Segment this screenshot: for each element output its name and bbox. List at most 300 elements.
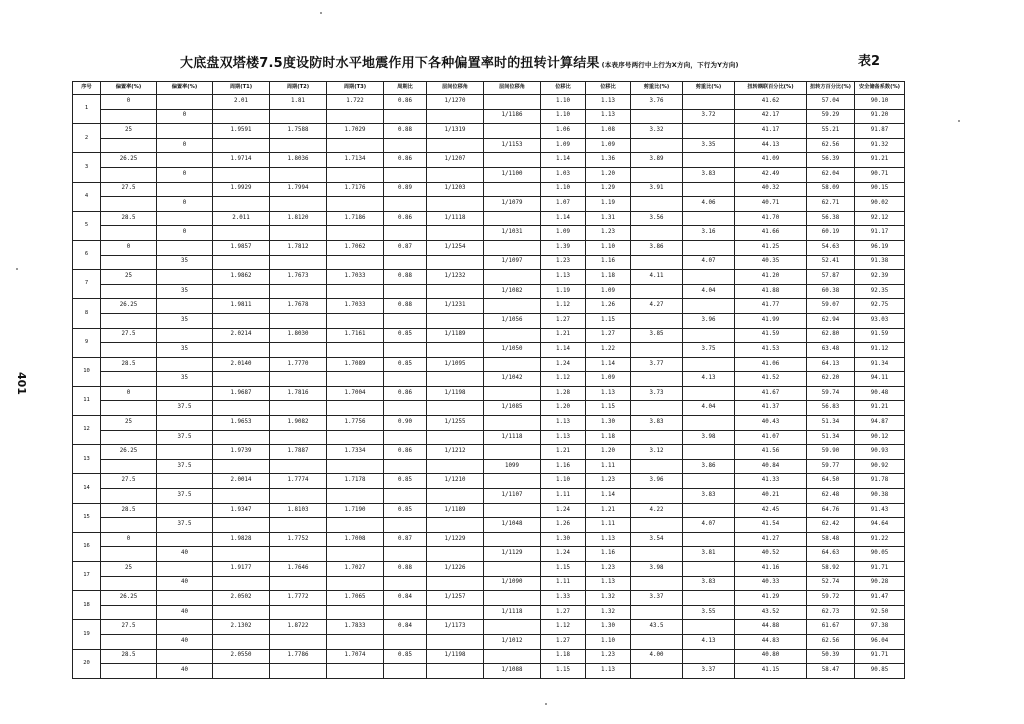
table-cell: 40.84 bbox=[735, 459, 807, 474]
table-cell: 1.19 bbox=[586, 197, 631, 212]
table-cell: 0 bbox=[157, 109, 213, 124]
table-cell: 1.7774 bbox=[270, 474, 327, 489]
table-cell: 92.35 bbox=[855, 284, 905, 299]
table-cell: 1/1232 bbox=[427, 270, 484, 285]
table-cell: 0.86 bbox=[384, 153, 427, 168]
table-cell bbox=[631, 605, 683, 620]
table-cell bbox=[384, 255, 427, 270]
table-cell: 1.21 bbox=[541, 328, 586, 343]
column-header: 周期(T1) bbox=[213, 82, 270, 95]
table-cell bbox=[270, 576, 327, 591]
table-cell: 1.14 bbox=[586, 357, 631, 372]
table-cell: 56.39 bbox=[807, 153, 855, 168]
table-cell bbox=[157, 562, 213, 577]
table-body bbox=[73, 95, 905, 679]
table-cell: 56.83 bbox=[807, 401, 855, 416]
table-cell bbox=[427, 167, 484, 182]
table-cell: 1.21 bbox=[586, 503, 631, 518]
table-cell: 3.96 bbox=[683, 313, 735, 328]
table-cell bbox=[683, 562, 735, 577]
table-cell: 4.11 bbox=[631, 270, 683, 285]
table-cell: 1.09 bbox=[586, 138, 631, 153]
table-cell: 90.15 bbox=[855, 182, 905, 197]
table-cell: 4.13 bbox=[683, 372, 735, 387]
table-cell bbox=[157, 386, 213, 401]
table-cell: 41.88 bbox=[735, 284, 807, 299]
table-cell: 55.21 bbox=[807, 124, 855, 139]
table-cell: 1.7178 bbox=[327, 474, 384, 489]
table-cell: 91.87 bbox=[855, 124, 905, 139]
row-number: 8 bbox=[73, 299, 101, 328]
table-cell: 26.25 bbox=[101, 591, 157, 606]
table-cell bbox=[683, 299, 735, 314]
table-cell: 3.12 bbox=[631, 445, 683, 460]
table-cell: 90.85 bbox=[855, 664, 905, 679]
table-cell: 1/1319 bbox=[427, 124, 484, 139]
table-cell: 1.722 bbox=[327, 95, 384, 110]
table-cell: 57.87 bbox=[807, 270, 855, 285]
table-cell: 2.01 bbox=[213, 95, 270, 110]
table-cell bbox=[327, 197, 384, 212]
table-cell bbox=[327, 401, 384, 416]
table-cell: 62.94 bbox=[807, 313, 855, 328]
table-cell bbox=[484, 299, 541, 314]
table-cell: 3.76 bbox=[631, 95, 683, 110]
table-cell: 2.0550 bbox=[213, 649, 270, 664]
table-cell: 44.13 bbox=[735, 138, 807, 153]
table-cell: 35 bbox=[157, 313, 213, 328]
table-cell: 3.89 bbox=[631, 153, 683, 168]
table-cell: 1.30 bbox=[586, 416, 631, 431]
table-cell: 41.27 bbox=[735, 532, 807, 547]
column-header: 位移比 bbox=[586, 82, 631, 95]
table-cell: 1.13 bbox=[541, 430, 586, 445]
table-cell: 0.88 bbox=[384, 562, 427, 577]
table-cell: 41.52 bbox=[735, 372, 807, 387]
table-cell: 3.54 bbox=[631, 532, 683, 547]
table-cell: 1.10 bbox=[586, 634, 631, 649]
table-cell: 1/1203 bbox=[427, 182, 484, 197]
table-cell: 97.38 bbox=[855, 620, 905, 635]
table-cell: 41.59 bbox=[735, 328, 807, 343]
table-cell bbox=[157, 124, 213, 139]
table-cell bbox=[427, 226, 484, 241]
page-title bbox=[180, 52, 739, 71]
table-cell: 1.09 bbox=[586, 372, 631, 387]
column-header: 序号 bbox=[73, 82, 101, 95]
table-cell: 1.7074 bbox=[327, 649, 384, 664]
table-cell bbox=[101, 664, 157, 679]
table-cell: 0.86 bbox=[384, 445, 427, 460]
table-cell: 1/1186 bbox=[484, 109, 541, 124]
table-cell: 3.73 bbox=[631, 386, 683, 401]
row-number: 11 bbox=[73, 386, 101, 415]
table-cell: 1.13 bbox=[586, 576, 631, 591]
table-cell: 1/1129 bbox=[484, 547, 541, 562]
table-cell bbox=[631, 518, 683, 533]
table-cell bbox=[683, 503, 735, 518]
table-cell bbox=[157, 95, 213, 110]
table-cell bbox=[101, 138, 157, 153]
table-cell bbox=[157, 649, 213, 664]
table-cell: 43.52 bbox=[735, 605, 807, 620]
table-cell bbox=[384, 197, 427, 212]
table-cell: 62.48 bbox=[807, 489, 855, 504]
table-row bbox=[73, 284, 905, 299]
table-row bbox=[73, 182, 905, 197]
table-cell: 1.24 bbox=[541, 357, 586, 372]
table-cell bbox=[631, 138, 683, 153]
table-cell: 4.22 bbox=[631, 503, 683, 518]
column-header: 安全储备系数(%) bbox=[855, 82, 905, 95]
table-cell: 1.30 bbox=[586, 620, 631, 635]
table-cell: 1/1048 bbox=[484, 518, 541, 533]
table-cell: 64.50 bbox=[807, 474, 855, 489]
table-cell: 59.74 bbox=[807, 386, 855, 401]
table-cell: 1.14 bbox=[586, 489, 631, 504]
scan-speck bbox=[958, 120, 960, 122]
table-cell bbox=[327, 255, 384, 270]
table-cell bbox=[327, 226, 384, 241]
table-cell bbox=[484, 328, 541, 343]
table-cell: 1.11 bbox=[586, 459, 631, 474]
table-cell: 4.06 bbox=[683, 197, 735, 212]
table-row bbox=[73, 372, 905, 387]
table-cell bbox=[213, 284, 270, 299]
table-cell bbox=[384, 489, 427, 504]
table-cell: 1.39 bbox=[541, 240, 586, 255]
table-cell: 0 bbox=[101, 240, 157, 255]
table-cell: 1.18 bbox=[541, 649, 586, 664]
table-cell: 1.12 bbox=[541, 299, 586, 314]
table-cell: 1.15 bbox=[541, 562, 586, 577]
table-cell: 1.06 bbox=[541, 124, 586, 139]
table-cell: 91.21 bbox=[855, 153, 905, 168]
table-row bbox=[73, 445, 905, 460]
table-cell: 0.90 bbox=[384, 416, 427, 431]
table-row bbox=[73, 138, 905, 153]
table-cell: 59.07 bbox=[807, 299, 855, 314]
table-cell bbox=[631, 167, 683, 182]
table-cell: 41.62 bbox=[735, 95, 807, 110]
page-number: 401 bbox=[15, 372, 28, 395]
table-cell bbox=[270, 343, 327, 358]
table-cell bbox=[213, 518, 270, 533]
table-cell: 1.20 bbox=[586, 167, 631, 182]
table-cell: 0.86 bbox=[384, 211, 427, 226]
table-cell: 40.21 bbox=[735, 489, 807, 504]
table-row bbox=[73, 357, 905, 372]
table-cell bbox=[101, 226, 157, 241]
table-cell: 1.9347 bbox=[213, 503, 270, 518]
table-cell: 37.5 bbox=[157, 489, 213, 504]
table-cell bbox=[683, 591, 735, 606]
table-cell: 1.14 bbox=[541, 211, 586, 226]
table-cell bbox=[270, 489, 327, 504]
table-cell bbox=[157, 182, 213, 197]
table-cell: 1.18 bbox=[586, 270, 631, 285]
table-cell: 41.20 bbox=[735, 270, 807, 285]
table-cell: 1.7833 bbox=[327, 620, 384, 635]
table-cell: 1.7190 bbox=[327, 503, 384, 518]
table-cell: 4.04 bbox=[683, 401, 735, 416]
table-cell bbox=[384, 284, 427, 299]
table-cell: 40 bbox=[157, 634, 213, 649]
table-cell: 1.13 bbox=[586, 532, 631, 547]
table-cell bbox=[157, 240, 213, 255]
table-row bbox=[73, 270, 905, 285]
table-cell bbox=[683, 532, 735, 547]
table-cell bbox=[683, 182, 735, 197]
table-cell: 1/1107 bbox=[484, 489, 541, 504]
table-cell: 1.10 bbox=[541, 109, 586, 124]
table-cell: 1/1097 bbox=[484, 255, 541, 270]
table-cell bbox=[427, 343, 484, 358]
table-cell: 2.0214 bbox=[213, 328, 270, 343]
table-cell bbox=[270, 167, 327, 182]
table-cell bbox=[384, 226, 427, 241]
table-cell: 1.23 bbox=[586, 226, 631, 241]
table-cell: 28.5 bbox=[101, 503, 157, 518]
table-cell: 1.19 bbox=[541, 284, 586, 299]
table-cell: 1.9929 bbox=[213, 182, 270, 197]
table-cell: 1.12 bbox=[541, 620, 586, 635]
table-cell bbox=[213, 459, 270, 474]
column-header: 周期(T2) bbox=[270, 82, 327, 95]
column-header: 位移比 bbox=[541, 82, 586, 95]
table-cell: 41.06 bbox=[735, 357, 807, 372]
table-cell: 1.8103 bbox=[270, 503, 327, 518]
table-row bbox=[73, 503, 905, 518]
table-cell: 0.84 bbox=[384, 620, 427, 635]
table-cell: 1/1085 bbox=[484, 401, 541, 416]
scan-speck bbox=[320, 12, 322, 14]
table-row bbox=[73, 416, 905, 431]
table-cell: 59.90 bbox=[807, 445, 855, 460]
table-cell: 1/1189 bbox=[427, 503, 484, 518]
table-cell: 0 bbox=[101, 386, 157, 401]
table-cell: 1.10 bbox=[541, 182, 586, 197]
table-cell: 40.32 bbox=[735, 182, 807, 197]
table-cell: 96.04 bbox=[855, 634, 905, 649]
column-header: 周期(T3) bbox=[327, 82, 384, 95]
table-cell bbox=[270, 138, 327, 153]
table-cell bbox=[631, 255, 683, 270]
table-cell: 1/1254 bbox=[427, 240, 484, 255]
table-cell bbox=[270, 518, 327, 533]
table-cell: 59.72 bbox=[807, 591, 855, 606]
table-cell: 1.33 bbox=[541, 591, 586, 606]
table-cell: 1.13 bbox=[586, 95, 631, 110]
table-cell bbox=[631, 547, 683, 562]
table-cell: 3.37 bbox=[631, 591, 683, 606]
table-cell: 1.81 bbox=[270, 95, 327, 110]
table-row bbox=[73, 226, 905, 241]
table-cell: 1.7756 bbox=[327, 416, 384, 431]
table-cell: 35 bbox=[157, 372, 213, 387]
table-row bbox=[73, 95, 905, 110]
table-cell bbox=[270, 197, 327, 212]
table-cell: 1.7029 bbox=[327, 124, 384, 139]
table-cell: 1/1118 bbox=[427, 211, 484, 226]
table-cell: 0.86 bbox=[384, 95, 427, 110]
table-cell: 3.37 bbox=[683, 664, 735, 679]
table-cell: 3.86 bbox=[683, 459, 735, 474]
table-cell: 62.80 bbox=[807, 328, 855, 343]
table-cell: 3.32 bbox=[631, 124, 683, 139]
table-cell bbox=[157, 328, 213, 343]
table-cell bbox=[427, 313, 484, 328]
table-cell: 50.39 bbox=[807, 649, 855, 664]
table-cell: 1.7033 bbox=[327, 270, 384, 285]
table-cell: 25 bbox=[101, 416, 157, 431]
table-cell bbox=[631, 401, 683, 416]
table-cell: 41.77 bbox=[735, 299, 807, 314]
table-cell bbox=[484, 153, 541, 168]
column-header: 剪重比(%) bbox=[683, 82, 735, 95]
table-cell bbox=[101, 284, 157, 299]
table-cell bbox=[270, 430, 327, 445]
row-number: 3 bbox=[73, 153, 101, 182]
column-header: 层间位移角 bbox=[427, 82, 484, 95]
table-cell: 93.03 bbox=[855, 313, 905, 328]
row-number: 6 bbox=[73, 240, 101, 269]
table-cell: 37.5 bbox=[157, 459, 213, 474]
table-cell bbox=[327, 313, 384, 328]
table-cell: 28.5 bbox=[101, 211, 157, 226]
table-cell: 3.86 bbox=[631, 240, 683, 255]
table-cell: 0.87 bbox=[384, 240, 427, 255]
table-cell bbox=[484, 270, 541, 285]
row-number: 16 bbox=[73, 532, 101, 561]
table-cell: 1.9591 bbox=[213, 124, 270, 139]
column-header: 扭转方百分比(%) bbox=[807, 82, 855, 95]
table-cell bbox=[427, 401, 484, 416]
table-cell bbox=[484, 591, 541, 606]
table-cell: 40.80 bbox=[735, 649, 807, 664]
table-cell: 1.29 bbox=[586, 182, 631, 197]
table-cell: 1.27 bbox=[541, 634, 586, 649]
table-cell: 1.7678 bbox=[270, 299, 327, 314]
table-cell bbox=[427, 547, 484, 562]
table-cell: 27.5 bbox=[101, 182, 157, 197]
table-cell: 1.14 bbox=[541, 343, 586, 358]
table-cell: 1.21 bbox=[541, 445, 586, 460]
table-cell: 3.77 bbox=[631, 357, 683, 372]
table-row bbox=[73, 576, 905, 591]
table-cell bbox=[384, 576, 427, 591]
row-number: 10 bbox=[73, 357, 101, 386]
row-number: 5 bbox=[73, 211, 101, 240]
table-cell: 1.8722 bbox=[270, 620, 327, 635]
table-cell: 41.16 bbox=[735, 562, 807, 577]
title-text: 大底盘双塔楼7.5度设防时水平地震作用下各种偏置率时的扭转计算结果 bbox=[180, 56, 600, 71]
table-cell: 0 bbox=[157, 138, 213, 153]
table-cell: 1.7994 bbox=[270, 182, 327, 197]
table-cell bbox=[683, 124, 735, 139]
table-cell bbox=[157, 153, 213, 168]
table-cell: 1.12 bbox=[541, 372, 586, 387]
table-cell: 62.42 bbox=[807, 518, 855, 533]
table-cell bbox=[270, 109, 327, 124]
table-cell: 3.16 bbox=[683, 226, 735, 241]
table-cell bbox=[484, 124, 541, 139]
table-cell: 91.17 bbox=[855, 226, 905, 241]
table-row bbox=[73, 634, 905, 649]
table-cell bbox=[631, 197, 683, 212]
table-cell: 1.09 bbox=[541, 138, 586, 153]
table-cell: 1.7008 bbox=[327, 532, 384, 547]
table-cell bbox=[484, 416, 541, 431]
table-cell: 94.64 bbox=[855, 518, 905, 533]
table-cell: 1.24 bbox=[541, 547, 586, 562]
table-cell: 64.76 bbox=[807, 503, 855, 518]
column-header: 周期比 bbox=[384, 82, 427, 95]
table-row bbox=[73, 547, 905, 562]
table-cell bbox=[427, 138, 484, 153]
table-cell: 1.11 bbox=[586, 518, 631, 533]
table-cell: 1/1173 bbox=[427, 620, 484, 635]
table-cell bbox=[427, 284, 484, 299]
table-row bbox=[73, 459, 905, 474]
table-cell: 3.55 bbox=[683, 605, 735, 620]
table-cell: 1/1118 bbox=[484, 605, 541, 620]
table-cell bbox=[484, 503, 541, 518]
table-cell: 37.5 bbox=[157, 518, 213, 533]
table-cell: 0.85 bbox=[384, 474, 427, 489]
table-cell bbox=[427, 634, 484, 649]
table-cell: 2.0502 bbox=[213, 591, 270, 606]
table-cell bbox=[213, 197, 270, 212]
table-cell: 57.04 bbox=[807, 95, 855, 110]
table-cell: 90.12 bbox=[855, 430, 905, 445]
table-label: 表2 bbox=[858, 54, 881, 69]
table-cell bbox=[484, 357, 541, 372]
table-cell: 1.36 bbox=[586, 153, 631, 168]
table-cell bbox=[270, 664, 327, 679]
table-cell: 1/1153 bbox=[484, 138, 541, 153]
table-cell: 4.27 bbox=[631, 299, 683, 314]
table-cell bbox=[683, 474, 735, 489]
table-cell bbox=[157, 532, 213, 547]
table-cell bbox=[213, 109, 270, 124]
table-cell: 27.5 bbox=[101, 328, 157, 343]
table-cell: 1.7065 bbox=[327, 591, 384, 606]
table-cell: 1/1198 bbox=[427, 649, 484, 664]
table-cell bbox=[327, 459, 384, 474]
table-cell bbox=[327, 109, 384, 124]
table-cell bbox=[327, 518, 384, 533]
table-cell: 41.15 bbox=[735, 664, 807, 679]
table-cell: 27.5 bbox=[101, 474, 157, 489]
table-cell: 1.23 bbox=[586, 474, 631, 489]
table-cell bbox=[157, 620, 213, 635]
table-cell bbox=[157, 474, 213, 489]
table-cell bbox=[484, 182, 541, 197]
table-cell: 26.25 bbox=[101, 153, 157, 168]
table-cell bbox=[213, 401, 270, 416]
table-cell: 59.29 bbox=[807, 109, 855, 124]
table-cell bbox=[270, 459, 327, 474]
table-cell bbox=[101, 605, 157, 620]
table-cell: 42.17 bbox=[735, 109, 807, 124]
table-cell: 44.83 bbox=[735, 634, 807, 649]
table-cell bbox=[631, 109, 683, 124]
table-cell: 1.10 bbox=[586, 240, 631, 255]
table-cell: 1.23 bbox=[541, 255, 586, 270]
table-cell: 2.0014 bbox=[213, 474, 270, 489]
table-cell bbox=[157, 445, 213, 460]
